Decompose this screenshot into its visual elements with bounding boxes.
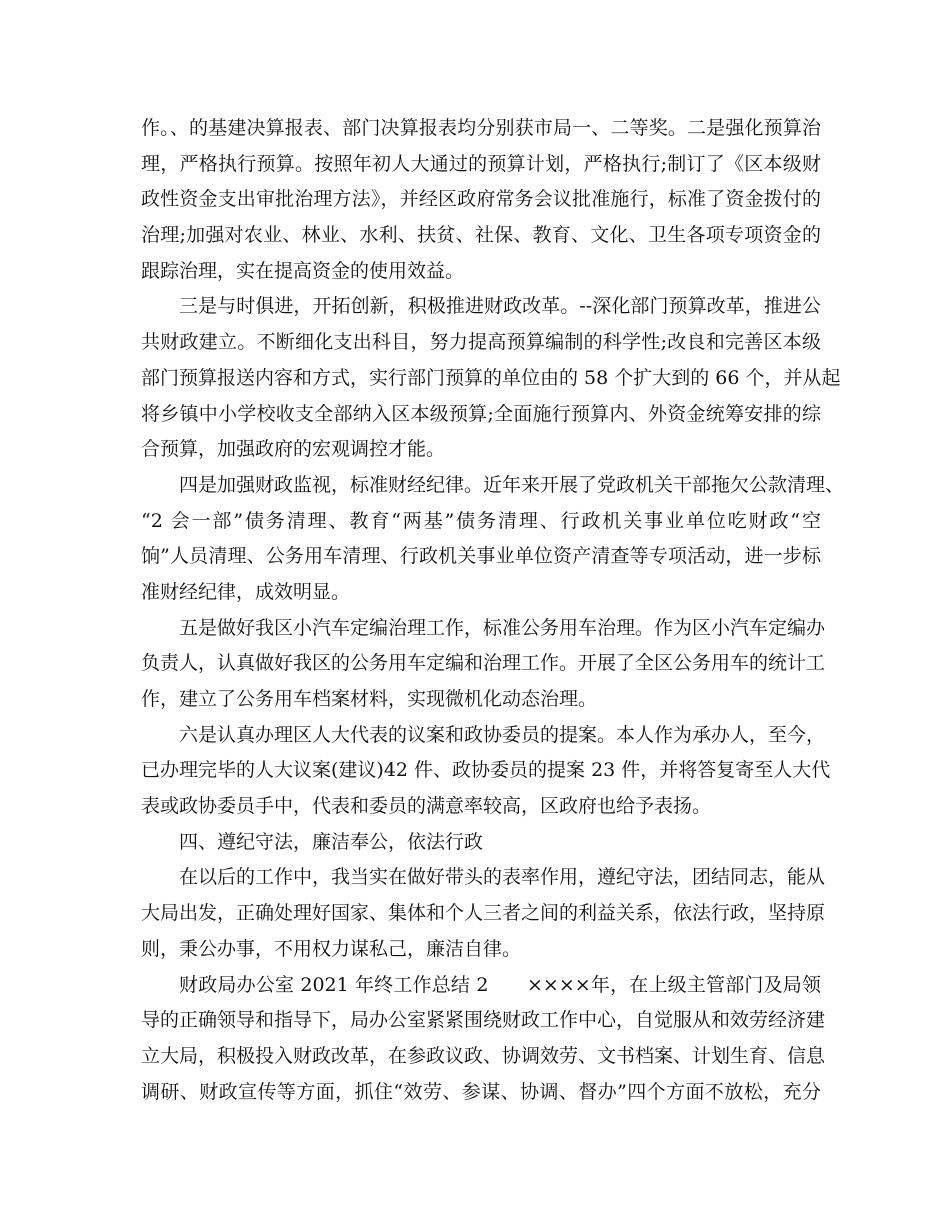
document-body: [141, 111, 845, 1110]
text-line: 立大局，积极投入财政改革，在参政议政、协调效劳、文书档案、计划生育、信息: [141, 1044, 826, 1067]
paragraph-first-line: 五是做好我区小汽车定编治理工作，标准公务用车治理。作为区小汽车定编办: [179, 616, 826, 639]
text-line: 大局出发，正确处理好国家、集体和个人三者之间的利益关系，依法行政，坚持原: [141, 902, 826, 925]
text-line: 合预算，加强政府的宏观调控才能。: [141, 438, 446, 461]
text-line: 已办理完毕的人大议案(建议)42 件、政协委员的提案 23 件，并将答复寄至人大代: [141, 759, 831, 782]
paragraph-first-line: 六是认真办理区人大代表的议案和政协委员的提案。本人作为承办人，至今，: [179, 723, 826, 746]
paragraph-first-line: 四是加强财政监视，标准财经纪律。近年来开展了党政机关干部拖欠公款清理、: [179, 473, 845, 496]
text-line: 饷”人员清理、公务用车清理、行政机关事业单位资产清查等专项活动，进一步标: [141, 545, 821, 568]
paragraph-first-line: 财政局办公室 2021 年终工作总结 2 ××××年，在上级主管部门及局领: [179, 973, 821, 996]
section-heading: 四、遵纪守法，廉洁奉公，依法行政: [179, 830, 484, 853]
text-line: 则，秉公办事，不用权力谋私己，廉洁自律。: [141, 937, 522, 960]
text-line: 导的正确领导和指导下，局办公室紧紧围绕财政工作中心，自觉服从和效劳经济建: [141, 1009, 826, 1032]
text-line: 作，建立了公务用车档案材料，实现微机化动态治理。: [141, 688, 598, 710]
text-line: 治理;加强对农业、林业、水利、扶贫、社保、教育、文化、卫生各项专项资金的: [141, 224, 821, 247]
paragraph-first-line: 在以后的工作中，我当实在做好带头的表率作用，遵纪守法，团结同志，能从: [179, 866, 826, 889]
text-line: 作。、的基建决算报表、部门决算报表均分别获市局一、二等奖。二是强化预算治: [141, 117, 821, 139]
text-line: 共财政建立。不断细化支出科目，努力提高预算编制的科学性;改良和完善区本级: [141, 331, 821, 354]
text-line: 部门预算报送内容和方式，实行部门预算的单位由的 58 个扩大到的 66 个，并从起: [141, 366, 841, 389]
text-line: 调研、财政宣传等方面，抓住“效劳、参谋、协调、督办”四个方面不放松，充分: [141, 1080, 821, 1103]
text-line: 准财经纪律，成效明显。: [141, 580, 351, 603]
text-line: 负责人，认真做好我区的公务用车定编和治理工作。开展了全区公务用车的统计工: [141, 652, 826, 675]
text-line: 表或政协委员手中，代表和委员的满意率较高，区政府也给予表扬。: [141, 795, 712, 818]
text-line: 将乡镇中小学校收支全部纳入区本级预算;全面施行预算内、外资金统筹安排的综: [141, 402, 821, 425]
text-line: “2 会一部”债务清理、教育“两基”债务清理、行政机关事业单位吃财政“空: [141, 509, 821, 532]
text-line: 跟踪治理，实在提高资金的使用效益。: [141, 259, 465, 282]
text-line: 理，严格执行预算。按照年初人大通过的预算计划，严格执行;制订了《区本级财: [141, 152, 821, 175]
paragraph-first-line: 三是与时俱进，开拓创新，积极推进财政改革。--深化部门预算改革，推进公: [179, 295, 821, 318]
text-line: 政性资金支出审批治理方法》，并经区政府常务会议批准施行，标准了资金拨付的: [141, 188, 821, 211]
